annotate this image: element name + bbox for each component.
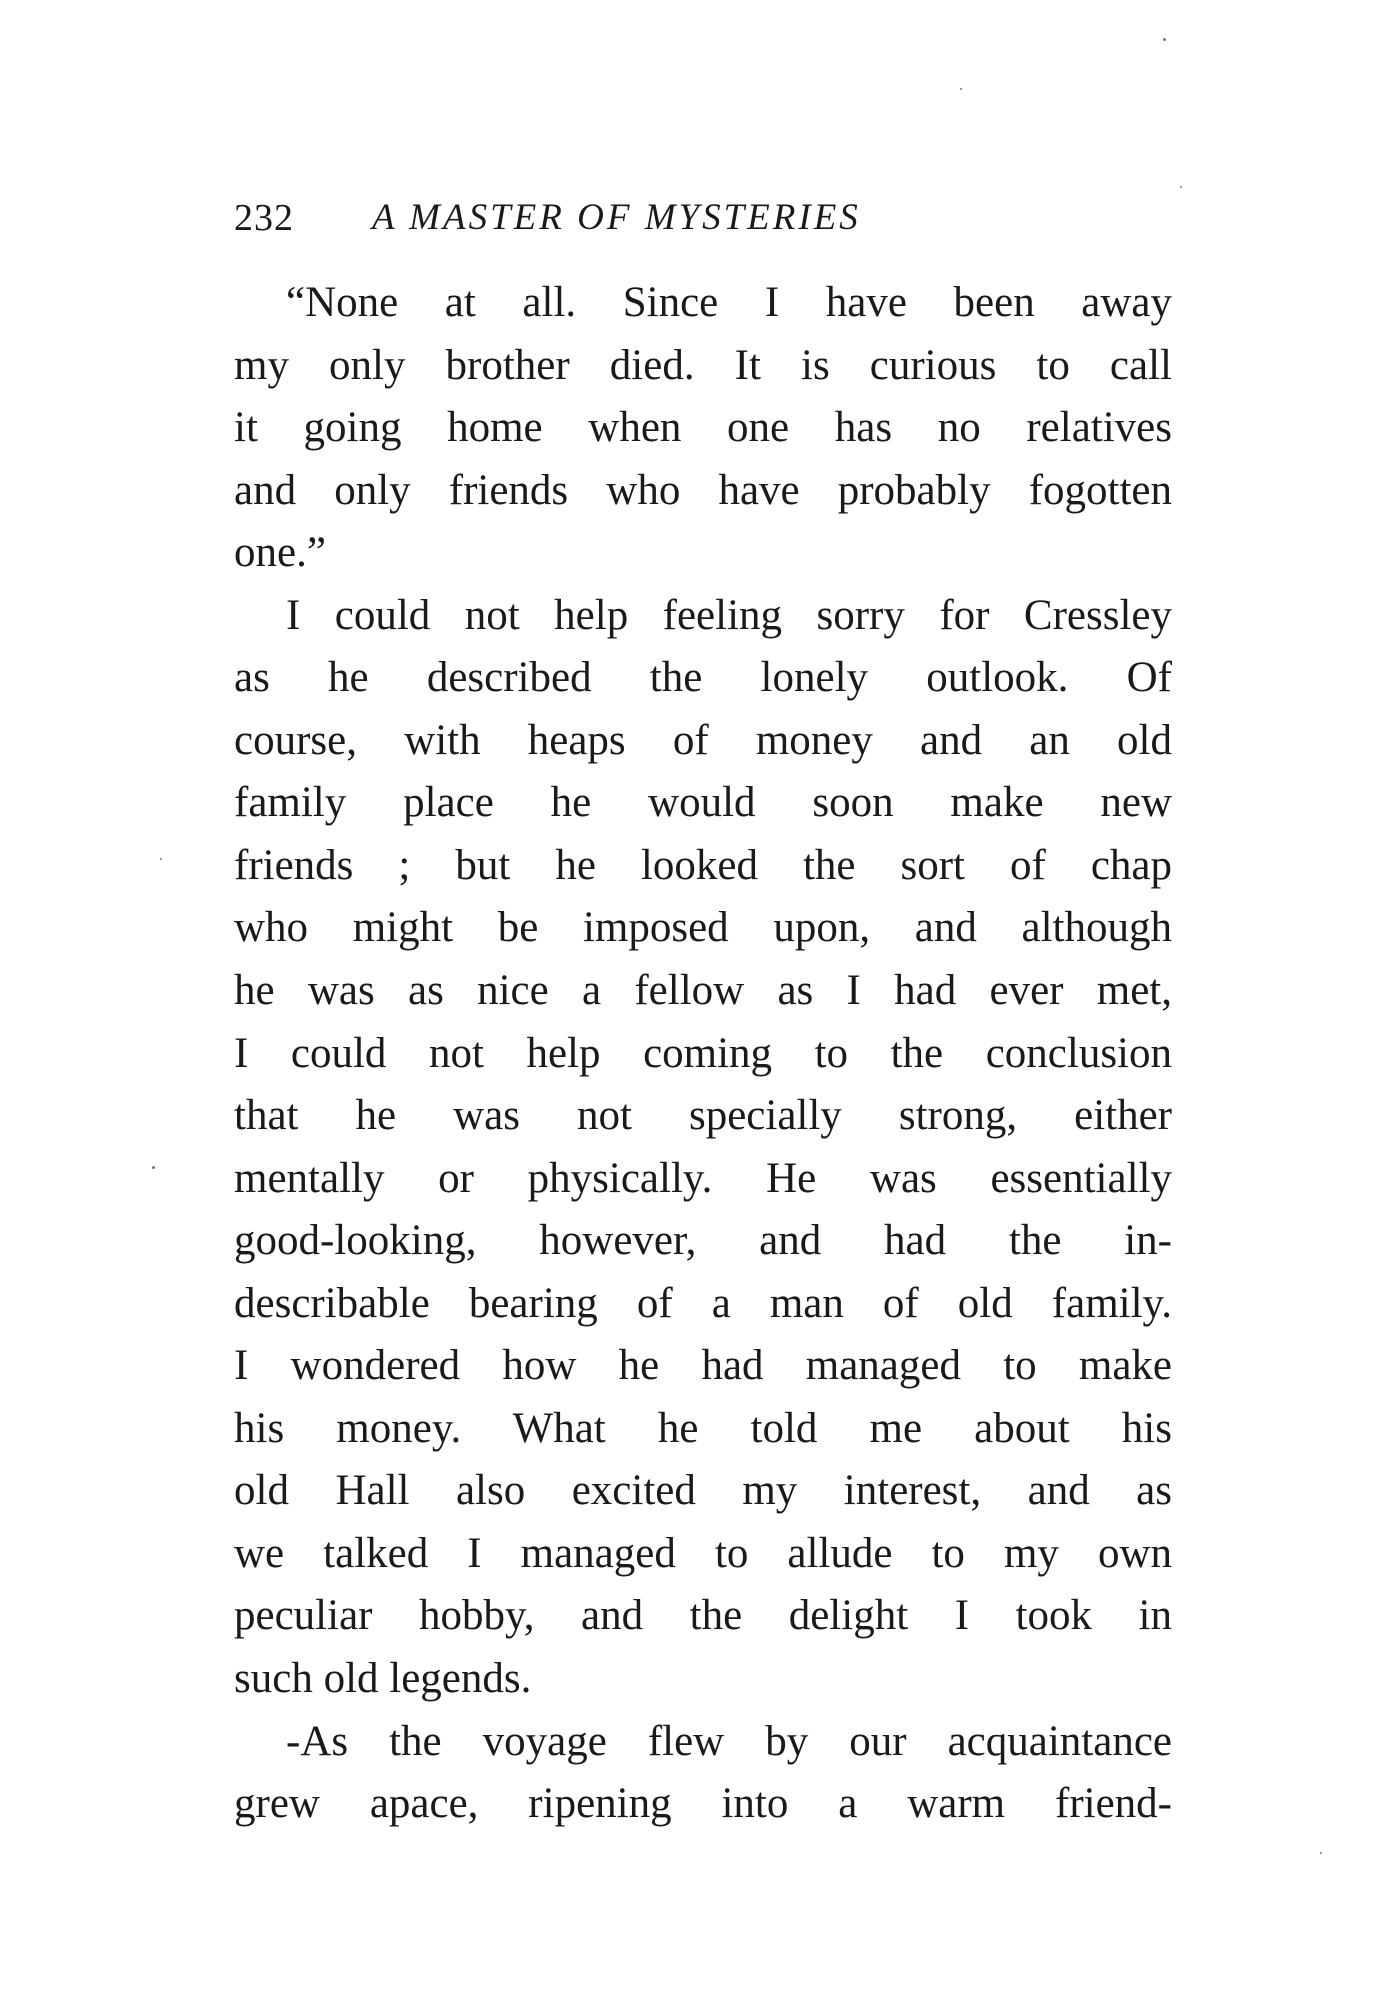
body-text (234, 272, 1172, 1836)
text-line: we talked I managed to allude to my own (234, 1529, 1172, 1577)
text-line: I could not help coming to the conclusion (234, 1029, 1172, 1077)
text-line: as he described the lonely outlook. Of (234, 654, 1172, 702)
text-line: old Hall also excited my interest, and as (234, 1467, 1172, 1515)
paper-speck (960, 88, 962, 90)
paper-speck (1320, 1852, 1322, 1854)
text-line: course, with heaps of money and an old (234, 716, 1172, 764)
text-line: good-looking, however, and had the in- (234, 1217, 1172, 1265)
paper-speck (1163, 38, 1166, 41)
text-line: describable bearing of a man of old family. (234, 1279, 1172, 1327)
text-line: his money. What he told me about his (234, 1404, 1172, 1452)
text-line: I could not help feeling sorry for Cressley (286, 591, 1172, 639)
paper-speck (1180, 186, 1182, 188)
text-line: I wondered how he had managed to make (234, 1342, 1172, 1390)
running-head (234, 188, 1174, 248)
text-line: who might be imposed upon, and although (234, 904, 1172, 952)
text-line: friends ; but he looked the sort of chap (234, 841, 1172, 889)
paper-speck (160, 858, 162, 860)
text-line: he was as nice a fellow as I had ever met, (234, 967, 1172, 1015)
text-line: family place he would soon make new (234, 779, 1172, 827)
text-line: one.” (234, 529, 326, 577)
text-line: and only friends who have probably fogotten (234, 466, 1172, 514)
text-line: peculiar hobby, and the delight I took in (234, 1592, 1172, 1640)
text-line: such old legends. (234, 1655, 532, 1703)
text-line: grew apace, ripening into a warm friend- (234, 1780, 1172, 1828)
paper-speck (152, 1166, 155, 1169)
text-line: it going home when one has no relatives (234, 404, 1172, 452)
text-line: -As the voyage flew by our acquaintance (286, 1717, 1172, 1765)
page-number: 232 (234, 197, 294, 239)
text-line: mentally or physically. He was essentially (234, 1154, 1172, 1202)
text-line: that he was not specially strong, either (234, 1092, 1172, 1140)
text-line: “None at all. Since I have been away (286, 279, 1172, 326)
running-title: A MASTER OF MYSTERIES (372, 197, 861, 238)
text-line: my only brother died. It is curious to call (234, 341, 1172, 389)
